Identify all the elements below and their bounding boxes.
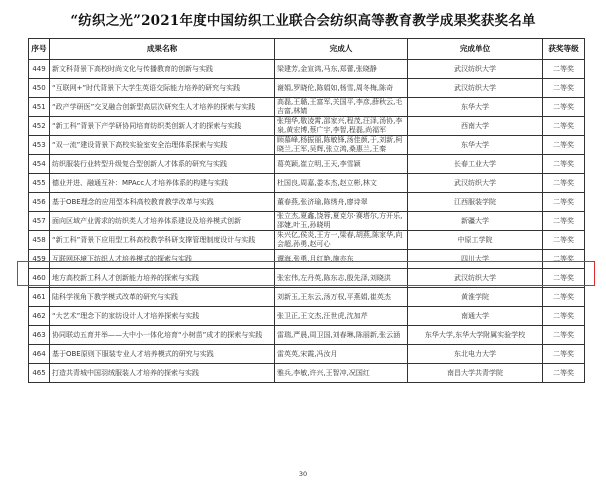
table-row: [29, 98, 585, 117]
cell-institution: 东华大学: [408, 98, 543, 117]
cell-contributors: 顾慕峰,杨振丽,陈敏锋,汤佳颜,于,刘新,柯晓兰,王军,吴辉,张立鸿,桑惠兰,王秦: [275, 136, 408, 155]
cell-institution: 新疆大学: [408, 212, 543, 231]
cell-contributors: 张立杰,夏鑫,饶蓉,夏克尔·赛塔尔,方开乐,邵婕,叶玉,孙晓明: [275, 212, 408, 231]
cell-achievement-name: “互联网+”时代背景下大学生英语交际能力培养的研究与实践: [50, 79, 275, 98]
cell-award-level: 二等奖: [543, 98, 585, 117]
cell-contributors: 杜国良,周嘉,娄本杰,赵立彬,林文: [275, 174, 408, 193]
cell-award-level: 二等奖: [543, 174, 585, 193]
cell-award-level: 二等奖: [543, 307, 585, 326]
cell-institution: 武汉纺织大学: [408, 269, 543, 288]
cell-institution: 四川大学: [408, 250, 543, 269]
cell-institution: 黄淮学院: [408, 288, 543, 307]
cell-number: 457: [29, 212, 50, 231]
cell-contributors: 雅兵,李敏,许兴,王智冲,况国红: [275, 364, 408, 383]
cell-achievement-name: “双一流”建设背景下高校实验室安全治理体系探索与实践: [50, 136, 275, 155]
header-number: 序号: [29, 39, 50, 60]
cell-institution: 武汉纺织大学: [408, 60, 543, 79]
cell-contributors: 董春燕,张济瑜,陈绣舟,廖诗翠: [275, 193, 408, 212]
cell-number: 451: [29, 98, 50, 117]
cell-contributors: 梁建芳,金宣鸿,马东,郑蕾,张晓静: [275, 60, 408, 79]
table-row: [29, 174, 585, 193]
cell-number: 452: [29, 117, 50, 136]
cell-achievement-name: 基于OBE原则下服装专业人才培养模式的研究与实践: [50, 345, 275, 364]
cell-award-level: 二等奖: [543, 326, 585, 345]
cell-achievement-name: 基于OBE理念的应用型本科高校教育教学改革与实践: [50, 193, 275, 212]
cell-number: 459: [29, 250, 50, 269]
table-row: [29, 117, 585, 136]
cell-achievement-name: “新工科”背景下应用型工科高校教学科研支撑管理制度设计与实践: [50, 231, 275, 250]
cell-achievement-name: 面向区域产业需求的纺织类人才培养体系建设及培养模式创新: [50, 212, 275, 231]
cell-institution: 东华大学,东华大学附属实验学校: [408, 326, 543, 345]
cell-achievement-name: “政产学研医”交叉融合创新型高层次研究生人才培养的探索与实践: [50, 98, 275, 117]
cell-number: 463: [29, 326, 50, 345]
table-header-row: [29, 39, 585, 60]
table-row: [29, 136, 585, 155]
header-achievement-name: 成果名称: [50, 39, 275, 60]
cell-contributors: 朱兴亿,侯炎,王方一,梁春,胡燕,陈家华,向会超,孙勇,赵可心: [275, 231, 408, 250]
cell-number: 455: [29, 174, 50, 193]
header-contributors: 完成人: [275, 39, 408, 60]
table-row: [29, 269, 585, 288]
award-table: [28, 38, 585, 383]
table-row: [29, 193, 585, 212]
cell-number: 464: [29, 345, 50, 364]
cell-contributors: 谢娟,罗晓伦,陈娟如,杨雪,周冬梅,陈奇: [275, 79, 408, 98]
cell-award-level: 二等奖: [543, 250, 585, 269]
cell-contributors: 张翔华,敬凌霄,邵家兴,程茂,汪泽,汤协,李泉,黄宏博,蔡广宇,李智,程磊,尚福军: [275, 117, 408, 136]
cell-award-level: 二等奖: [543, 364, 585, 383]
header-award-level: 获奖等级: [543, 39, 585, 60]
table-row: [29, 231, 585, 250]
cell-number: 458: [29, 231, 50, 250]
cell-award-level: 二等奖: [543, 60, 585, 79]
cell-contributors: 雷瑞,严晨,周卫国,刘春琳,陈丽新,张云涵: [275, 326, 408, 345]
table-row: [29, 364, 585, 383]
table-row: [29, 79, 585, 98]
cell-achievement-name: 陆科学视角下教学模式改革的研究与实践: [50, 288, 275, 307]
cell-contributors: 张卫正,王文杰,汪世虎,沈加芹: [275, 307, 408, 326]
cell-award-level: 二等奖: [543, 136, 585, 155]
cell-number: 462: [29, 307, 50, 326]
cell-achievement-name: “大艺术”理念下的家纺设计人才培养探索与实践: [50, 307, 275, 326]
cell-contributors: 高磊,王璐,王富军,关国平,李彦,薛秋云,毛吉富,林婧: [275, 98, 408, 117]
table-row: [29, 155, 585, 174]
cell-number: 450: [29, 79, 50, 98]
table-row: [29, 345, 585, 364]
cell-institution: 东华大学: [408, 136, 543, 155]
cell-achievement-name: 协同联动五育并举——大中小一体化培育“小树苗”成才的探索与实践: [50, 326, 275, 345]
cell-number: 449: [29, 60, 50, 79]
cell-achievement-name: 纺织服装行业转型升级复合型创新人才体系的研究与实践: [50, 155, 275, 174]
cell-institution: 东北电力大学: [408, 345, 543, 364]
cell-achievement-name: 新文科背景下高校时尚文化与传播教育的创新与实践: [50, 60, 275, 79]
cell-achievement-name: 互联网环境下纺织人才培养模式的探索与实践: [50, 250, 275, 269]
header-institution: 完成单位: [408, 39, 543, 60]
page-number: 30: [298, 470, 308, 478]
cell-achievement-name: “新工科”背景下产学研协同培育纺织类创新人才的探索与实践: [50, 117, 275, 136]
cell-institution: 中原工学院: [408, 231, 543, 250]
cell-award-level: 二等奖: [543, 269, 585, 288]
cell-award-level: 二等奖: [543, 79, 585, 98]
cell-institution: 长春工业大学: [408, 155, 543, 174]
cell-number: 465: [29, 364, 50, 383]
table-row: [29, 60, 585, 79]
table-body: [29, 60, 585, 383]
cell-institution: 南昌大学共青学院: [408, 364, 543, 383]
cell-award-level: 二等奖: [543, 231, 585, 250]
cell-contributors: 张宏伟,左丹英,陈东志,殷先泽,刘晓洪: [275, 269, 408, 288]
cell-number: 453: [29, 136, 50, 155]
cell-award-level: 二等奖: [543, 155, 585, 174]
table-row: [29, 307, 585, 326]
cell-institution: 西南大学: [408, 117, 543, 136]
cell-number: 461: [29, 288, 50, 307]
cell-number: 460: [29, 269, 50, 288]
cell-institution: 武汉纺织大学: [408, 174, 543, 193]
page-title: “纺织之光”2021年度中国纺织工业联合会纺织高等教育教学成果奖获奖名单: [70, 13, 536, 29]
cell-number: 454: [29, 155, 50, 174]
cell-contributors: 谭海,张勇,月红艳,施亦东: [275, 250, 408, 269]
cell-award-level: 二等奖: [543, 288, 585, 307]
cell-contributors: 葛英颖,崔立明,王天,李雪颖: [275, 155, 408, 174]
cell-award-level: 二等奖: [543, 117, 585, 136]
cell-institution: 武汉纺织大学: [408, 79, 543, 98]
table-row: [29, 326, 585, 345]
cell-award-level: 二等奖: [543, 212, 585, 231]
cell-institution: 江西服装学院: [408, 193, 543, 212]
cell-award-level: 二等奖: [543, 345, 585, 364]
cell-number: 456: [29, 193, 50, 212]
cell-institution: 南通大学: [408, 307, 543, 326]
table-row: [29, 212, 585, 231]
cell-contributors: 刘新玉,王东云,汤万权,平燕娟,崔英杰: [275, 288, 408, 307]
table-row: [29, 288, 585, 307]
cell-achievement-name: 地方高校新工科人才创新能力培养的探索与实践: [50, 269, 275, 288]
table-row: [29, 250, 585, 269]
cell-achievement-name: 德业并进、融通互补：MPAcc人才培养体系的构建与实践: [50, 174, 275, 193]
cell-achievement-name: 打造共青城中国羽绒服装人才培养的探索与实践: [50, 364, 275, 383]
cell-contributors: 雷英英,宋霞,冯汝月: [275, 345, 408, 364]
cell-award-level: 二等奖: [543, 193, 585, 212]
